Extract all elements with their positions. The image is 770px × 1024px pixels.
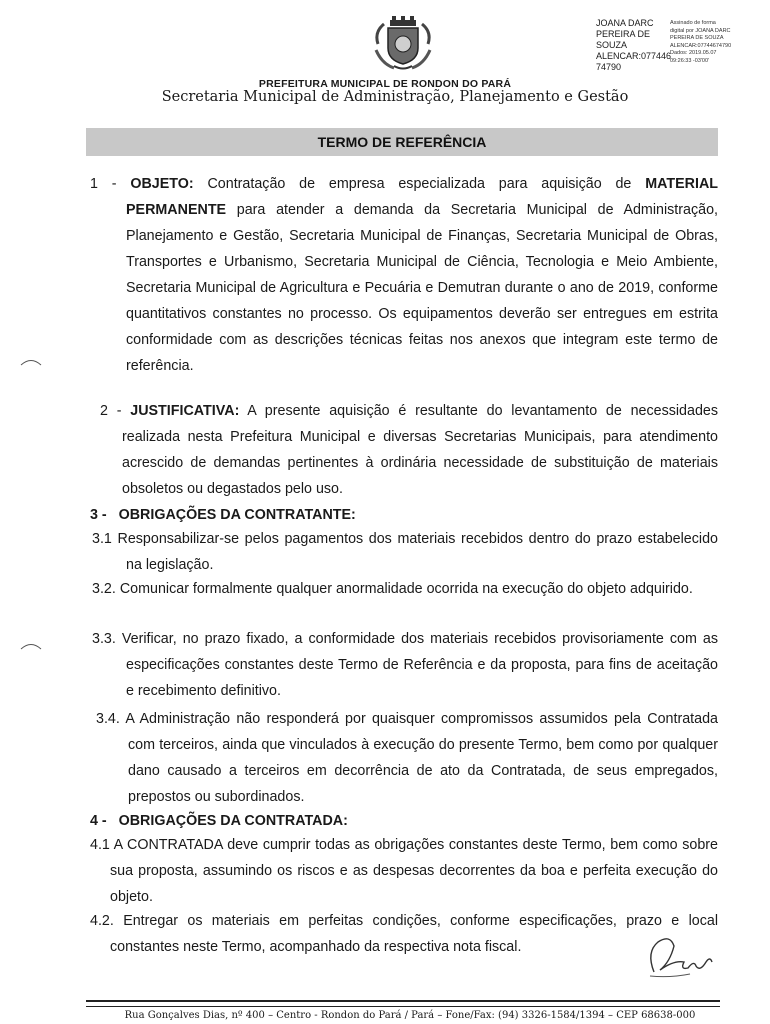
footer-address: Rua Gonçalves Dias, nº 400 – Centro - Rondon do Pará / Pará – Fone/Fax: (94) 3326-1584/1394 – CEP 68638-000 — [124, 1010, 696, 1021]
item-text: Comunicar formalmente qualquer anormalidade ocorrida na execução do objeto adquirido. — [115, 581, 693, 597]
document-title: TERMO DE REFERÊNCIA — [317, 134, 487, 150]
item-text: A CONTRATADA deve cumprir todas as obrigações constantes deste Termo, bem como sobre sua proposta, assumindo os riscos e as despesas decorrentes da boa e perfeita execução do objeto. — [109, 837, 718, 905]
item-3-2 — [92, 576, 718, 602]
digital-signature-name: JOANA DARC PEREIRA DE SOUZA ALENCAR:077446 74790 — [596, 18, 672, 72]
item-number: 3.1 — [92, 531, 112, 547]
section-heading: OBJETO: — [130, 176, 194, 192]
secretariat-heading: Secretaria Municipal de Administração, Planejamento e Gestão — [161, 89, 629, 105]
item-number: 4.1 — [90, 837, 110, 853]
section-heading: JUSTIFICATIVA: — [130, 403, 240, 419]
section-text: A presente aquisição é resultante do levantamento de necessidades realizada nesta Prefeitura Municipal e diversas Secretarias Municipais, para atendimento acrescido de demandas pertinentes à ordinária necessidade de substituição de materiais obsoletos ou degastados pelo uso. — [122, 403, 718, 497]
section-number: 1 - — [90, 176, 131, 192]
section-justificativa — [100, 398, 718, 502]
item-number: 3.3. — [92, 631, 116, 647]
footer-rule — [86, 1006, 720, 1007]
item-text: A Administração não responderá por quaisquer compromissos assumidos pela Contratada com terceiros, ainda que vinculados à execução do presente Termo, bem como por qualquer dano causado a terceiros em decorrência de ato da Contratada, de seus empregados, prepostos ou subordinados. — [119, 711, 718, 805]
section-text: Contratação de empresa especializada para aquisição de — [193, 176, 646, 192]
section-objeto — [90, 171, 718, 379]
section-heading-contratada: 4 - OBRIGAÇÕES DA CONTRATADA: — [90, 813, 348, 829]
municipality-heading: PREFEITURA MUNICIPAL DE RONDON DO PARÁ — [258, 78, 512, 90]
emphasis-text: PERMANENTE — [126, 202, 227, 218]
section-number: 2 - — [100, 403, 131, 419]
item-4-2 — [90, 908, 718, 960]
handwritten-signature — [640, 932, 720, 984]
item-number: 3.4. — [96, 711, 120, 727]
section-heading-contratante: 3 - OBRIGAÇÕES DA CONTRATANTE: — [90, 507, 356, 523]
item-number: 3.2. — [92, 581, 116, 597]
item-3-4 — [96, 706, 718, 810]
punch-hole-mark — [20, 640, 42, 650]
emphasis-text: MATERIAL — [645, 176, 718, 192]
item-4-1 — [90, 832, 718, 910]
item-text: Verificar, no prazo fixado, a conformidade dos materiais recebidos provisoriamente com as especificações constantes deste Termo de Referência e da proposta, para fins de aceitação e recebimento definitivo. — [115, 631, 718, 699]
item-3-3 — [92, 626, 718, 704]
item-number: 4.2. — [90, 913, 114, 929]
item-text: Responsabilizar-se pelos pagamentos dos materiais recebidos dentro do prazo estabelecido na legislação. — [111, 531, 718, 573]
footer-rule — [86, 1000, 720, 1002]
item-3-1 — [92, 526, 718, 578]
digital-signature-detail: Assinado de forma digital por JOANA DARC PEREIRA DE SOUZA ALENCAR:07744674790 Dados: 2019.05.07 09:26:33 -03'00' — [670, 20, 732, 64]
coat-of-arms-icon — [372, 14, 434, 72]
section-text: para atender a demanda da Secretaria Municipal de Administração, Planejamento e Gestão, Secretaria Municipal de Finanças, Secretaria Municipal de Obras, Transportes e Urbanismo, Secretaria Municipal de Ciência, Tecnologia e Meio Ambiente, Secretaria Municipal de Agricultura e Pecuária e Demutran durante o ano de 2019, conforme quantitativos constantes no processo. Os equipamentos deverão ser entregues em estrita conformidade com as descrições técnicas feitas nos anexos que integram este termo de referência. — [126, 202, 718, 374]
punch-hole-mark — [20, 356, 42, 366]
item-text: Entregar os materiais em perfeitas condições, conforme especificações, prazo e local constantes neste Termo, acompanhado da respectiva nota fiscal. — [110, 913, 718, 955]
